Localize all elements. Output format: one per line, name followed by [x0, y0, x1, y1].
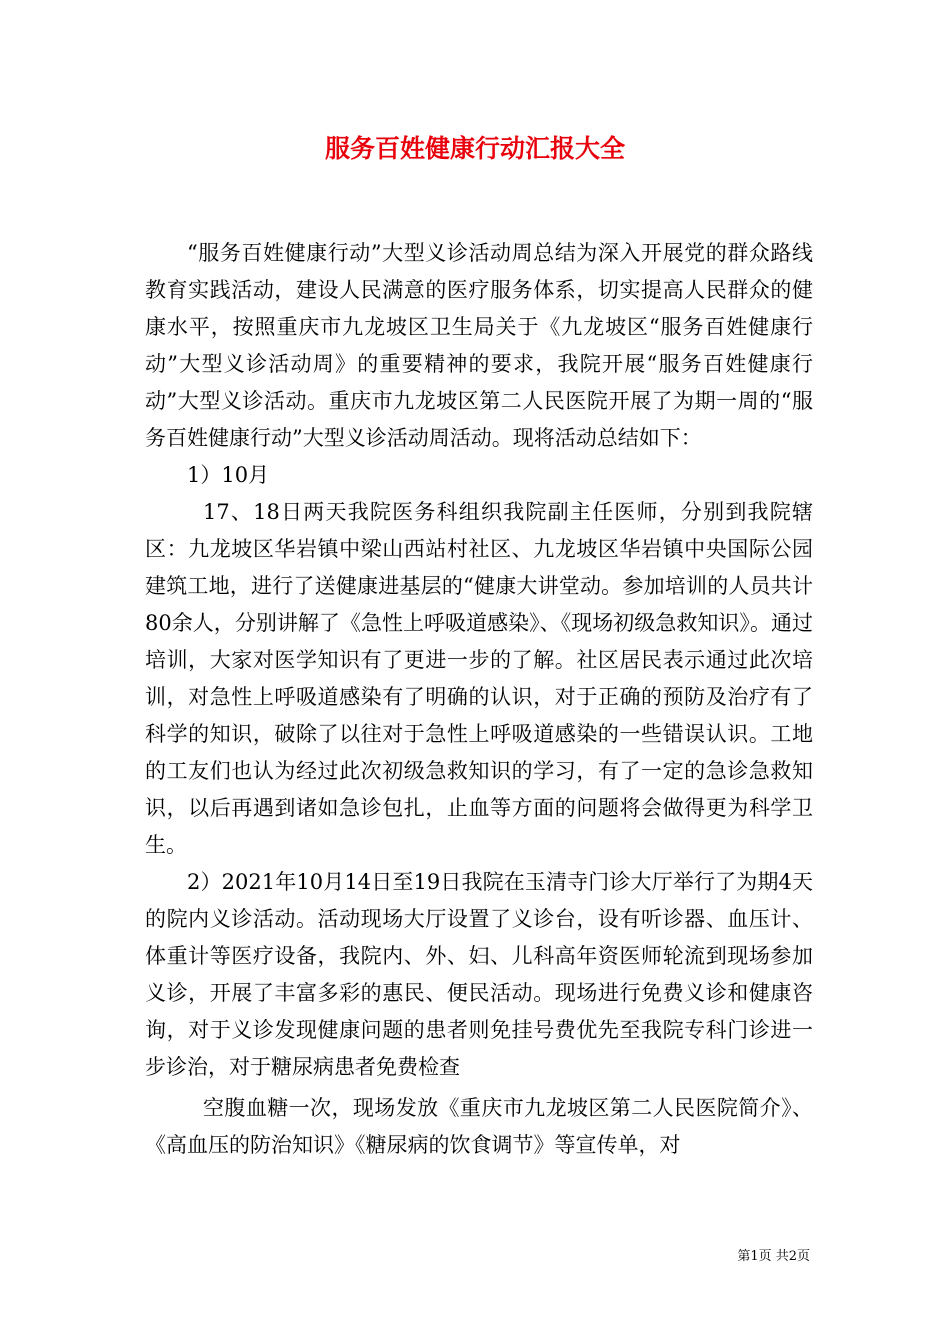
document-title: 服务百姓健康行动汇报大全	[324, 134, 625, 163]
paragraph-section-2-continued: 空腹血糖一次，现场发放《重庆市九龙坡区第二人民医院简介》、《高血压的防治知识》《糖尿病的饮食调节》等宣传单，对	[145, 1096, 813, 1157]
paragraph-section-1-body: 17、18日两天我院医务科组织我院副主任医师，分别到我院辖区：九龙坡区华岩镇中梁山西站村社区、九龙坡区华岩镇中央国际公园建筑工地，进行了送健康进基层的“健康大讲堂动。参加培训的人员共计80余人，分别讲解了《急性上呼吸道感染》、《现场初级急救知识》。通过培训，大家对医学知识有了更进一步的了解。社区居民表示通过此次培训，对急性上呼吸道感染有了明确的认识，对于正确的预防及治疗有了科学的知识，破除了以往对于急性上呼吸道感染的一些错误认识。工地的工友们也认为经过此次初级急救知识的学习，有了一定的急诊急救知识，以后再遇到诸如急诊包扎，止血等方面的问题将会做得更为科学卫生。	[145, 500, 813, 857]
page-number-footer: 第1页 共2页	[737, 1249, 810, 1264]
paragraph-section-2: 2）2021年10月14日至19日我院在玉清寺门诊大厅举行了为期4天的院内义诊活动。活动现场大厅设置了义诊台，设有听诊器、血压计、体重计等医疗设备，我院内、外、妇、儿科高年资医师轮流到现场参加义诊，开展了丰富多彩的惠民、便民活动。现场进行免费义诊和健康咨询，对于义诊发现健康问题的患者则免挂号费优先至我院专科门诊进一步诊治，对于糖尿病患者免费检查	[145, 870, 813, 1079]
paragraph-intro: “服务百姓健康行动”大型义诊活动周总结为深入开展党的群众路线教育实践活动，建设人民满意的医疗服务体系，切实提高人民群众的健康水平，按照重庆市九龙坡区卫生局关于《九龙坡区“服务百姓健康行动”大型义诊活动周》的重要精神的要求，我院开展“服务百姓健康行动”大型义诊活动。重庆市九龙坡区第二人民医院开展了为期一周的“服务百姓健康行动”大型义诊活动周活动。现将活动总结如下：	[145, 241, 813, 450]
document-body	[145, 235, 813, 1164]
paragraph-section-1-heading: 1）10月	[187, 463, 270, 487]
